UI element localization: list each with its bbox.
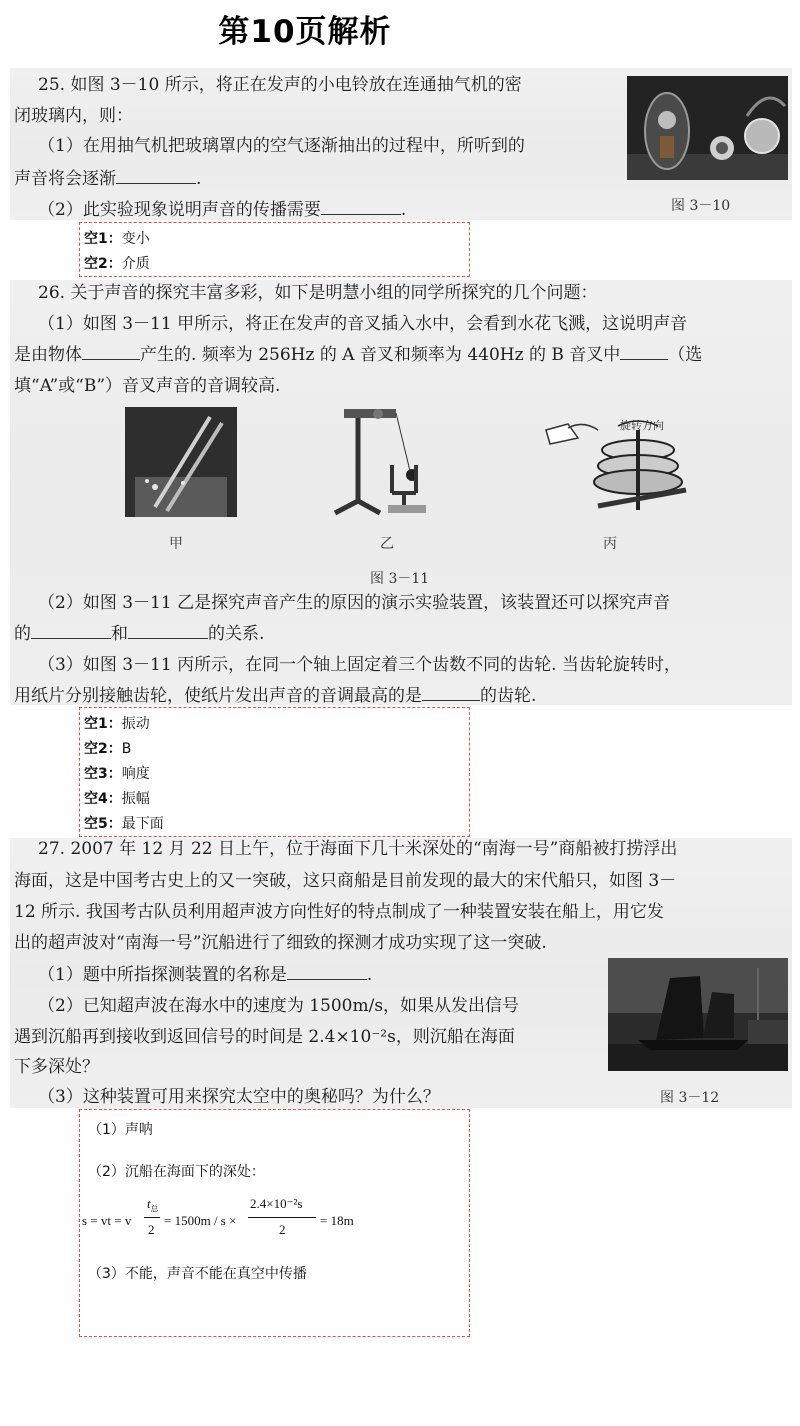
- q26-line3-b: 产生的. 频率为 256Hz 的 A 音叉和频率为 440Hz 的 B 音叉中: [140, 345, 621, 365]
- q25-line5-end: .: [400, 200, 407, 220]
- answer-row: [84, 228, 150, 248]
- q27-line3: 12 所示. 我国考古队员利用超声波方向性好的特点制成了一种装置安装在船上，用它发: [14, 902, 664, 922]
- q25-line4-text: 声音将会逐渐: [14, 169, 116, 189]
- answer-part3: （3）不能，声音不能在真空中传播: [88, 1266, 307, 1282]
- q27-line5: [38, 960, 372, 990]
- answer-label: 空1：: [84, 231, 122, 247]
- q26-line6: [14, 619, 264, 649]
- formula-frac-bottom: 2: [148, 1222, 155, 1237]
- blank-line: [620, 341, 668, 360]
- q25-line5: [38, 195, 406, 225]
- answer-row: [84, 253, 150, 273]
- blank-line: [116, 165, 196, 184]
- figure-3-10-caption: 图 3－10: [671, 198, 731, 214]
- q26-line6-c: 的关系.: [208, 624, 265, 644]
- q27-line5-text: （1）题中所指探测装置的名称是: [38, 965, 287, 985]
- figure-3-11-bing-diagram: [538, 410, 688, 520]
- formula-end: = 18m: [320, 1213, 354, 1228]
- formula-num-bottom: 2: [279, 1222, 286, 1237]
- formula-t-sub: 总: [150, 1204, 159, 1214]
- q27-line1: 27. 2007 年 12 月 22 日上午，位于海面下几十米深处的“南海一号”商船被打捞浮出: [38, 839, 678, 859]
- answer-box-q25: [79, 222, 470, 277]
- pendulum-fork-diagram: [330, 405, 440, 520]
- blank-line: [321, 196, 401, 215]
- figure-3-11-yi-diagram: [330, 405, 440, 520]
- answer-value: 振幅: [121, 791, 150, 807]
- q25-line4-end: .: [196, 169, 202, 189]
- answer-value: 介质: [121, 256, 150, 272]
- q26-line3-a: 是由物体: [14, 345, 82, 365]
- blank-line: [128, 620, 208, 639]
- formula-frac-bar: [144, 1217, 160, 1218]
- figure-3-10-photo: [627, 76, 788, 180]
- figure-3-11-bing-label: 丙: [603, 536, 617, 552]
- q27-line4: 出的超声波对“南海一号”沉船进行了细致的探测才成功实现了这一突破.: [14, 933, 547, 953]
- q26-line2: （1）如图 3－11 甲所示，将正在发声的音叉插入水中，会看到水花飞溅，这说明声音: [38, 314, 688, 334]
- answer-label: 空5：: [84, 816, 122, 832]
- q26-line1: 26. 关于声音的探究丰富多彩，如下是明慧小组的同学所探究的几个问题：: [38, 283, 598, 303]
- q26-line6-a: 的: [14, 624, 31, 644]
- answer-row: [84, 788, 150, 808]
- answer-formula: [82, 1198, 466, 1244]
- blank-line: [287, 961, 367, 980]
- figure-3-12-photo: [608, 958, 788, 1071]
- page-title: 第10页解析: [218, 14, 392, 50]
- answer-label: 空2：: [84, 256, 122, 272]
- answer-box-q27: [79, 1109, 470, 1337]
- answer-row: [84, 738, 131, 758]
- answer-label: 空2：: [84, 741, 122, 757]
- figure-3-12-caption: 图 3－12: [660, 1090, 720, 1106]
- q25-line3: （1）在用抽气机把玻璃罩内的空气逐渐抽出的过程中，所听到的: [38, 136, 525, 156]
- q27-line7: 遇到沉船再到接收到返回信号的时间是 2.4×10⁻²s，则沉船在海面: [14, 1027, 515, 1047]
- answer-part2: （2）沉船在海面下的深处：: [88, 1164, 265, 1180]
- q25-line4: [14, 164, 201, 194]
- formula-t: t: [147, 1196, 151, 1211]
- figure-3-11-yi-label: 乙: [380, 536, 394, 552]
- blank-line: [31, 620, 111, 639]
- answer-part1: （1）声呐: [88, 1122, 153, 1138]
- answer-label: 空1：: [84, 716, 122, 732]
- formula-mid: = 1500m / s ×: [164, 1213, 237, 1228]
- q25-line1: 25. 如图 3－10 所示，将正在发声的小电铃放在连通抽气机的密: [38, 75, 522, 95]
- tuning-fork-water-image: [125, 407, 237, 517]
- q26-line6-b: 和: [111, 624, 128, 644]
- rotation-direction-label: 旋转方向: [620, 419, 664, 432]
- figure-3-11-jia-label: 甲: [169, 536, 183, 552]
- q25-line2: 闭玻璃内，则：: [14, 106, 133, 126]
- q26-line8-a: 用纸片分别接触齿轮，使纸片发出声音的音调最高的是: [14, 686, 422, 706]
- q27-line6: （2）已知超声波在海水中的速度为 1500m/s，如果从发出信号: [38, 996, 520, 1016]
- q25-line5-text: （2）此实验现象说明声音的传播需要: [38, 200, 321, 220]
- formula-num: 2.4×10⁻²s: [250, 1196, 303, 1211]
- answer-row: [84, 813, 164, 833]
- answer-row: [84, 713, 150, 733]
- answer-box-q26: [79, 707, 470, 837]
- blank-line: [82, 341, 140, 360]
- q26-line7: （3）如图 3－11 丙所示，在同一个轴上固定着三个齿数不同的齿轮. 当齿轮旋转时，: [38, 655, 681, 675]
- ship-photo-image: [608, 958, 788, 1071]
- figure-3-11-jia-photo: [125, 407, 237, 517]
- formula-frac-top-t: [147, 1196, 159, 1215]
- q27-line2: 海面，这是中国考古史上的又一突破，这只商船是目前发现的最大的宋代船只，如图 3－: [14, 871, 677, 891]
- answer-value: 最下面: [121, 816, 164, 832]
- answer-label: 空4：: [84, 791, 122, 807]
- answer-row: [84, 763, 150, 783]
- q26-line3: [14, 340, 702, 370]
- formula-num-bar: [248, 1217, 316, 1218]
- answer-value: 变小: [121, 231, 150, 247]
- q26-line8-b: 的齿轮.: [480, 686, 537, 706]
- answer-value: B: [121, 741, 132, 757]
- answer-value: 响度: [121, 766, 150, 782]
- q26-line3-c: （选: [668, 345, 703, 365]
- q27-line5-end: .: [366, 965, 373, 985]
- blank-line: [422, 682, 480, 701]
- bell-jar-photo-image: [627, 76, 788, 180]
- gears-diagram: [538, 410, 688, 520]
- figure-3-11-caption: 图 3－11: [370, 571, 430, 587]
- answer-value: 振动: [121, 716, 150, 732]
- q26-line4: 填“A”或“B”）音叉声音的音调较高.: [14, 376, 281, 396]
- answer-label: 空3：: [84, 766, 122, 782]
- q26-line5: （2）如图 3－11 乙是探究声音产生的原因的演示实验装置，该装置还可以探究声音: [38, 593, 671, 613]
- q27-line9: （3）这种装置可用来探究太空中的奥秘吗？为什么？: [38, 1087, 440, 1107]
- q27-line8: 下多深处？: [14, 1057, 99, 1077]
- formula-s-vt: s = vt = v: [82, 1213, 132, 1228]
